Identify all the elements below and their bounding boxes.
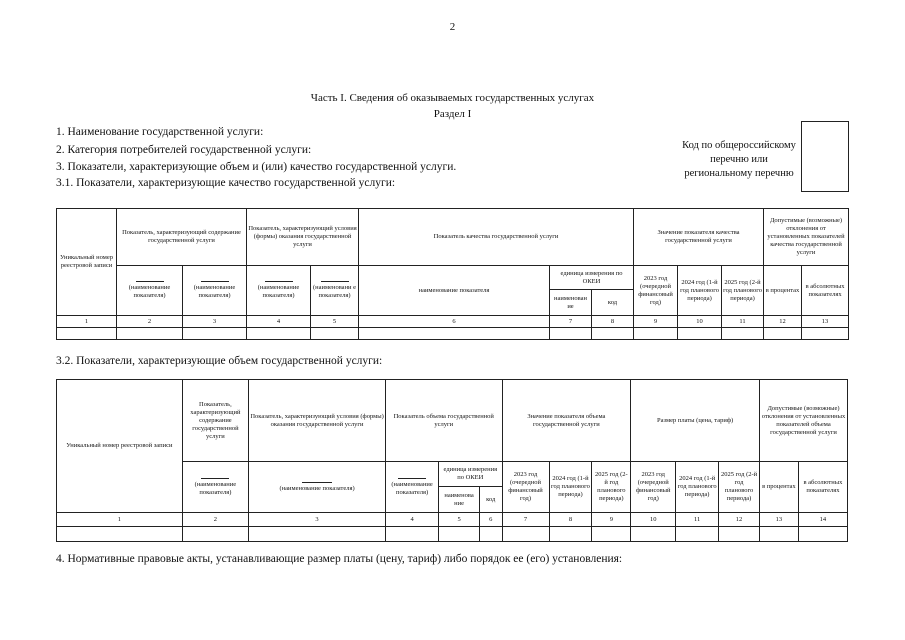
service-name-line: 1. Наименование государственной услуги: <box>56 126 264 138</box>
t2-sub-name-2: (наименование показателя) <box>249 462 386 513</box>
t2-sub-unit-code: код <box>480 487 503 513</box>
volume-indicators-heading: 3.2. Показатели, характеризующие объем государственной услуги: <box>56 355 383 367</box>
t1-sub-absolute: в абсолютных показателях <box>802 266 849 316</box>
t1-sub-name-4: (наименовани е показателя) <box>311 266 359 316</box>
t1-header-content: Показатель, характеризующий содержание государственной услуги <box>117 209 247 266</box>
t2-sub-name-3: (наименование показателя) <box>386 462 439 513</box>
t2-col-num: 7 <box>502 513 549 527</box>
volume-indicators-table <box>56 379 848 542</box>
quality-indicators-heading: 3.1. Показатели, характеризующие качество государственной услуги: <box>56 177 396 189</box>
t2-header-value: Значение показателя объема государственной услуги <box>502 380 631 462</box>
t2-col-num: 5 <box>439 513 480 527</box>
t2-header-deviation: Допустимые (возможные) отклонения от установленных показателей объема государственной услуги <box>759 380 847 462</box>
t2-header-content: Показатель, характеризующий содержание государственной услуги <box>182 380 248 462</box>
t2-sub-fee-2025: 2025 год (2-й год планового периода) <box>719 462 760 513</box>
t1-col-num: 9 <box>634 316 678 328</box>
t1-empty-row <box>57 328 849 340</box>
indicators-line: 3. Показатели, характеризующие объем и (или) качество государственной услуги. <box>56 161 457 173</box>
t1-sub-year-2023: 2023 год (очередной финансовый год) <box>634 266 678 316</box>
page-number: 2 <box>449 21 456 33</box>
t2-header-conditions: Показатель, характеризующий условия (формы) оказания государственной услуги <box>249 380 386 462</box>
registry-code-box <box>801 121 849 192</box>
t2-col-num: 9 <box>592 513 631 527</box>
consumer-category-line: 2. Категория потребителей государственной услуги: <box>56 144 312 156</box>
t2-sub-fee-2023: 2023 год (очередной финансовый год) <box>631 462 676 513</box>
t1-sub-year-2025: 2025 год (2-й год планового периода) <box>722 266 764 316</box>
section-title: Раздел I <box>433 108 472 120</box>
part-title: Часть I. Сведения об оказываемых государственных услугах <box>310 92 595 104</box>
t1-sub-percent: в процентах <box>764 266 802 316</box>
t1-col-num: 7 <box>550 316 592 328</box>
t1-col-num: 2 <box>117 316 183 328</box>
t2-col-num: 4 <box>386 513 439 527</box>
t1-col-num: 3 <box>183 316 247 328</box>
t2-header-fee: Размер платы (цена, тариф) <box>631 380 760 462</box>
t1-col-num: 8 <box>592 316 634 328</box>
t2-col-num: 12 <box>719 513 760 527</box>
t1-sub-name-1: (наименование показателя) <box>117 266 183 316</box>
t1-header-quality: Показатель качества государственной услуги <box>359 209 634 266</box>
t1-sub-unit: единица измерения по ОКЕИ <box>550 266 634 290</box>
t1-header-value: Значение показателя качества государственной услуги <box>634 209 764 266</box>
t1-col-num: 5 <box>311 316 359 328</box>
t1-col-num: 10 <box>678 316 722 328</box>
t1-sub-indicator-name: наименование показателя <box>359 266 550 316</box>
t2-col-num: 11 <box>676 513 719 527</box>
t2-col-num: 14 <box>798 513 847 527</box>
t2-header-volume: Показатель объема государственной услуги <box>386 380 502 462</box>
t2-sub-name-1: (наименование показателя) <box>182 462 248 513</box>
t1-number-row <box>57 316 849 328</box>
regulatory-acts-line: 4. Нормативные правовые акты, устанавливающие размер платы (цену, тариф) либо порядок ее (его) установления: <box>56 553 623 565</box>
t1-sub-name-3: (наименование показателя) <box>247 266 311 316</box>
t1-col-num: 13 <box>802 316 849 328</box>
t2-col-num: 10 <box>631 513 676 527</box>
t1-col-num: 11 <box>722 316 764 328</box>
t1-col-num: 1 <box>57 316 117 328</box>
quality-indicators-table <box>56 208 849 340</box>
t1-sub-unit-name: наименован ие <box>550 290 592 316</box>
t2-empty-row <box>57 527 848 542</box>
t1-header-conditions: Показатель, характеризующий условия (формы) оказания государственной услуги <box>247 209 359 266</box>
t1-sub-unit-code: код <box>592 290 634 316</box>
t2-col-num: 1 <box>57 513 183 527</box>
t2-col-num: 13 <box>759 513 798 527</box>
t2-col-num: 8 <box>549 513 592 527</box>
t2-col-num: 2 <box>182 513 248 527</box>
t1-sub-name-2: (наименование показателя) <box>183 266 247 316</box>
t2-sub-percent: в процентах <box>759 462 798 513</box>
t1-header-deviation: Допустимые (возможные) отклонения от установленных показателей качества государственной услуги <box>764 209 849 266</box>
t2-sub-year-2023: 2023 год (очередной финансовый год) <box>502 462 549 513</box>
t1-col-num: 6 <box>359 316 550 328</box>
t2-header-registry: Уникальный номер реестровой записи <box>57 380 183 513</box>
t2-sub-absolute: в абсолютных показателях <box>798 462 847 513</box>
t1-header-registry: Уникальный номер реестровой записи <box>57 209 117 316</box>
t1-col-num: 12 <box>764 316 802 328</box>
t2-sub-year-2024: 2024 год (1-й год планового периода) <box>549 462 592 513</box>
t2-number-row <box>57 513 848 527</box>
t2-sub-unit: единица измерения по ОКЕИ <box>439 462 502 487</box>
t2-sub-year-2025: 2025 год (2-й год планового периода) <box>592 462 631 513</box>
t2-sub-fee-2024: 2024 год (1-й год планового периода) <box>676 462 719 513</box>
registry-code-label: Код по общероссийскому перечню или региональному перечню <box>682 140 796 179</box>
t1-col-num: 4 <box>247 316 311 328</box>
t2-col-num: 6 <box>480 513 503 527</box>
t2-sub-unit-name: наименова ние <box>439 487 480 513</box>
t2-col-num: 3 <box>249 513 386 527</box>
t1-sub-year-2024: 2024 год (1-й год планового периода) <box>678 266 722 316</box>
